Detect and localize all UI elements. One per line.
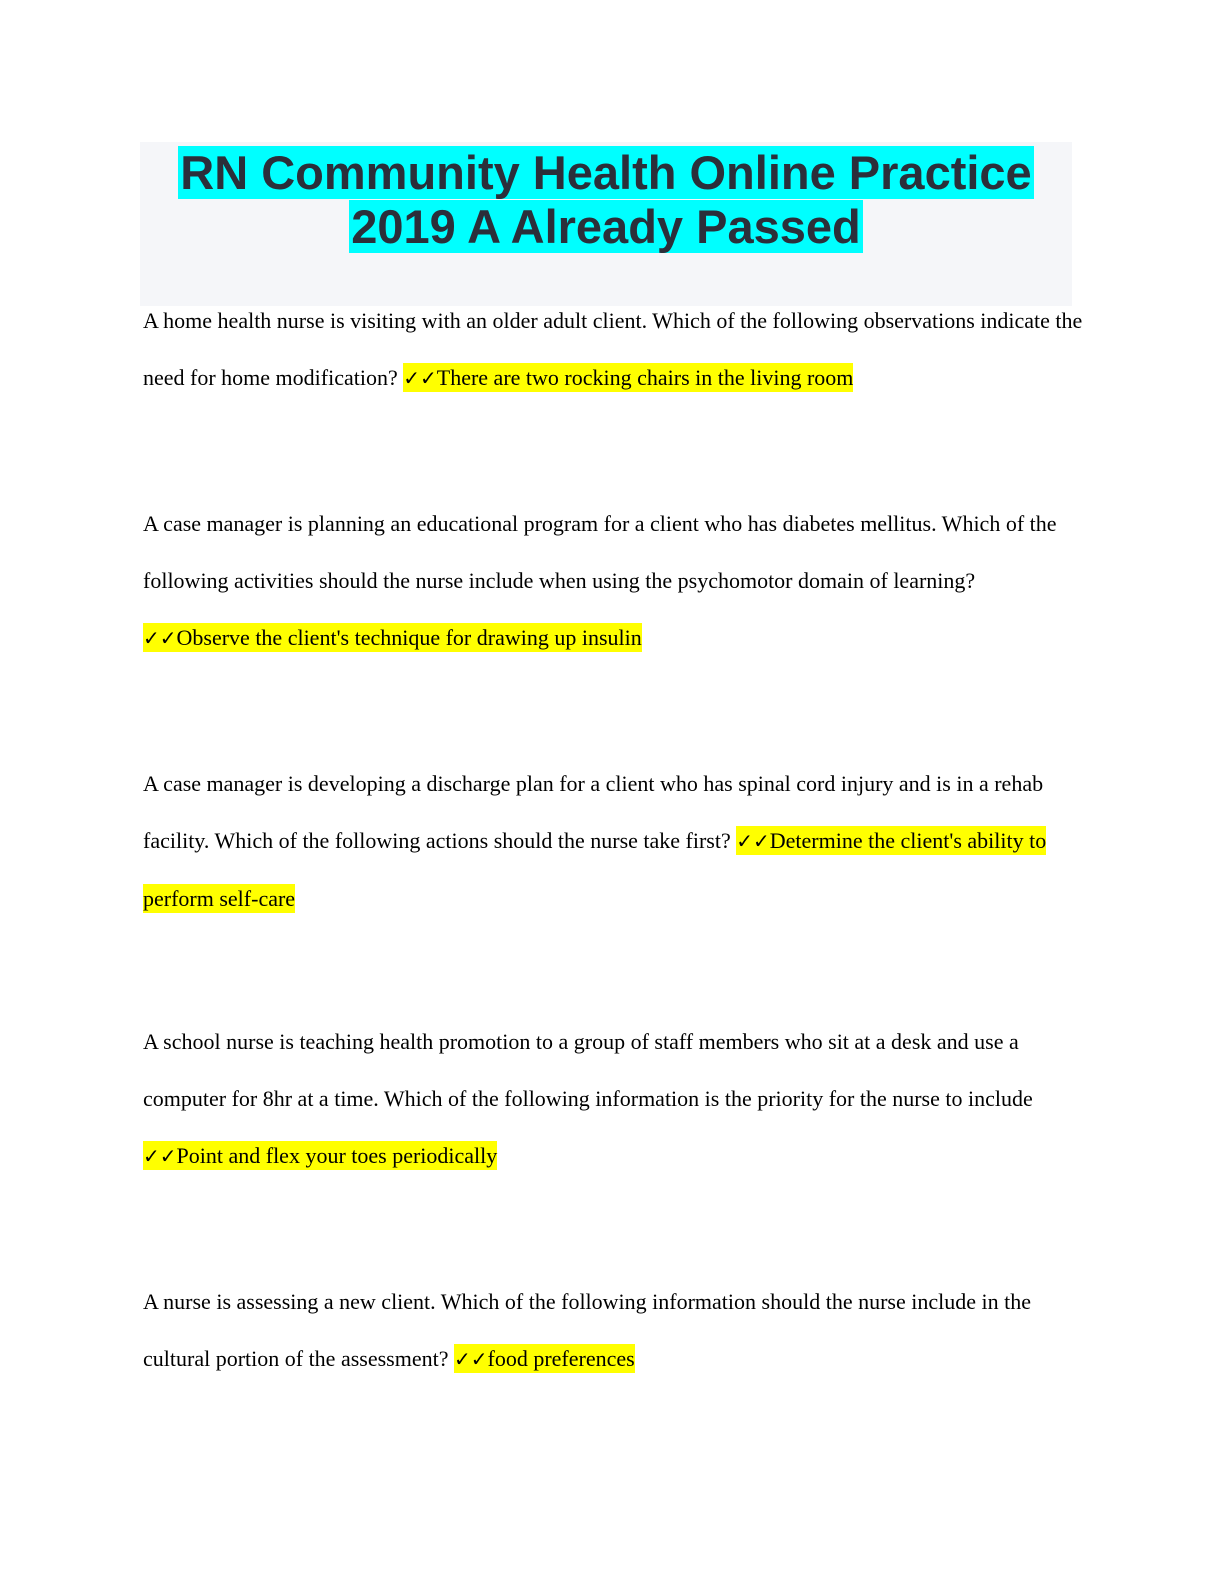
title-band xyxy=(140,142,1072,306)
answer-text: Point and flex your toes periodically xyxy=(176,1143,498,1168)
question-text: A home health nurse is visiting with an older adult client. Which of the following observations indicate the need for home modification? xyxy=(143,308,1083,390)
qa-item-4 xyxy=(143,1013,1083,1185)
answer-highlight xyxy=(403,363,853,392)
answer-text: food preferences xyxy=(487,1346,635,1371)
double-check-icon: ✓✓ xyxy=(736,829,770,853)
qa-item-5 xyxy=(143,1273,1083,1388)
document-title xyxy=(140,142,1072,254)
question-text: A case manager is planning an educational program for a client who has diabetes mellitus. Which of the following activities should the nurse include when using the psychomotor domain of learning? xyxy=(143,511,1057,593)
answer-text: Determine the client's ability to perform self-care xyxy=(143,828,1047,911)
title-line-1: RN Community Health Online Practice xyxy=(180,146,1032,199)
question-text: A nurse is assessing a new client. Which of the following information should the nurse include in the cultural portion of the assessment? xyxy=(143,1289,1031,1371)
answer-highlight xyxy=(143,623,642,652)
double-check-icon: ✓✓ xyxy=(453,1347,488,1371)
double-check-icon: ✓✓ xyxy=(143,626,177,650)
question-text: A school nurse is teaching health promotion to a group of staff members who sit at a desk and use a computer for 8hr at a time. Which of the following information is the priority for the nurse to include xyxy=(143,1029,1033,1111)
title-line-2: 2019 A Already Passed xyxy=(351,200,861,253)
qa-item-1 xyxy=(143,292,1083,407)
qa-item-2 xyxy=(143,495,1083,667)
qa-item-3 xyxy=(143,755,1083,927)
answer-highlight xyxy=(143,1141,497,1170)
answer-text: There are two rocking chairs in the living room xyxy=(436,365,854,390)
double-check-icon: ✓✓ xyxy=(403,366,437,390)
double-check-icon: ✓✓ xyxy=(143,1144,177,1168)
question-text: A case manager is developing a discharge plan for a client who has spinal cord injury and is in a rehab facility. Which of the following actions should the nurse take first? xyxy=(143,771,1044,853)
answer-highlight xyxy=(454,1344,635,1373)
answer-text: Observe the client's technique for drawing up insulin xyxy=(176,625,642,650)
